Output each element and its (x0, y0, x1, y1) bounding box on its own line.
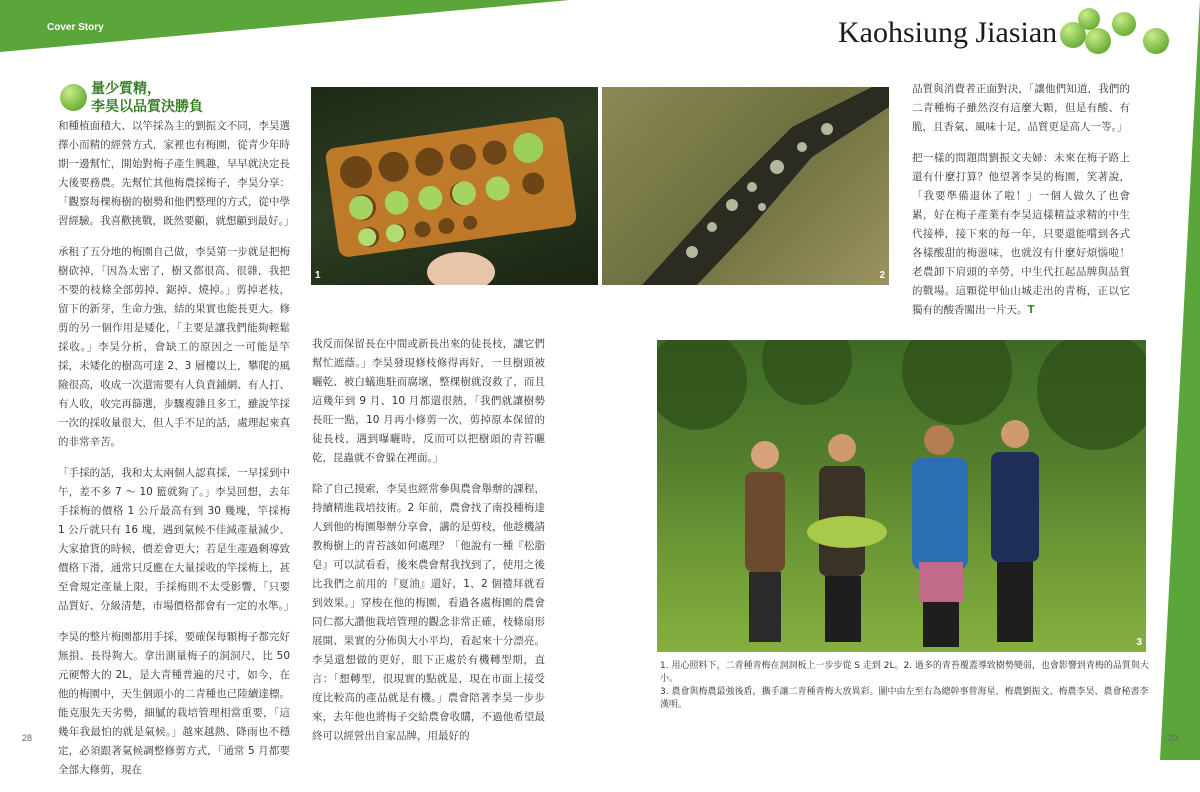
caption-line-1: 1. 用心照料下，二青種青梅在洞洞板上一步步從 S 走到 2L。2. 過多的青苔覆蓋導致樹勢變弱，也會影響到青梅的品質與大小。 (660, 661, 1149, 684)
photo-number: 2 (879, 270, 885, 281)
paragraph (912, 149, 1130, 320)
caption-line-2: 3. 農會與梅農最強後盾，攜手讓二青種青梅大放異彩。圖中由左至右為總幹事曾海星、梅農劉振文、梅農李昊、農會秘書李漢明。 (660, 687, 1149, 710)
text-column-3 (912, 80, 1130, 332)
section-label: Cover Story (47, 22, 104, 33)
paragraph: 李昊的整片梅園都用手採，要確保每顆梅子都完好無損、長得夠大。拿出測量梅子的洞洞尺，比 50 元硬幣大的 2L，是大青種普遍的尺寸，如今，在他的梅園中，天生個頭小的二青種也已陸續達標。能克服先天劣勢，細膩的栽培管理相當重要，「這幾年我最怕的就是氣候。」越來越熱、降雨也不穩定，必須跟著氣候調整修剪方式，「通常 5 月都要全部大修剪，現在 (58, 631, 290, 776)
plum-icon (1112, 12, 1136, 36)
photo-plum-sizer (311, 87, 598, 285)
photo-number: 3 (1136, 637, 1142, 648)
plum-icon (1078, 8, 1100, 30)
sizer-board-illustration (311, 87, 598, 285)
photo-number: 1 (315, 270, 321, 281)
end-mark: T (1027, 304, 1035, 316)
heading-line-1: 量少質精， (91, 81, 161, 97)
heading-line-2: 李昊以品質決勝負 (91, 99, 203, 115)
page-edge-band-right (1160, 0, 1200, 760)
branch-illustration (602, 87, 889, 285)
paragraph-text: 把一樣的問題問劉振文夫婦：未來在梅子路上還有什麼打算？他望著李昊的梅園，笑著說，「我要準備退休了啦！」一個人做久了也會累，好在梅子產業有李昊這樣精益求精的中生代接棒，接下來的每一年，只要還能嚐到各式各樣酸甜的梅滋味，也就沒有什麼好煩惱啦！老農卸下肩頭的辛勞，中生代扛起品牌與品質的戰場。這顆從甲仙山城走出的青梅，正以它獨有的酸香闖出一片天。 (912, 152, 1130, 316)
photo-group-orchard (657, 340, 1146, 652)
paragraph: 我反而保留長在中間或新長出來的徒長枝，讓它們幫忙遮蔭。」李昊發現修枝修得再好，一旦樹頭被曬乾、被白蟻進駐而腐壞，整棵樹就沒救了，而且這幾年到 9 月、10 月都還很熱，「我們就讓樹勢長旺一點，10 月再小修剪一次，剪掉原本保留的徒長枝，遇到曝曬時，反而可以把樹頭的青苔曬乾，昆蟲就不會躲在裡面。」 (312, 338, 545, 464)
paragraph: 品質與消費者正面對決，「讓他們知道，我們的二青種梅子雖然沒有這麼大顆，但是有酸、有脆，且香氣、風味十足，品質更是高人一等。」 (912, 83, 1130, 133)
plum-icon (1143, 28, 1169, 54)
paragraph: 承租了五分地的梅園自己做，李昊第一步就是把梅樹砍掉，「因為太密了，樹又都很高、很雜，我把不要的枝條全部剪掉、鋸掉、燒掉。」剪掉老枝，留下的新芽，生命力強，結的果實也能長更大。修剪的另一個作用是矮化，「主要是讓我們能夠輕鬆採收。」李昊分析，會缺工的原因之一可能是竿採，未矮化的樹高可達 2、3 層樓以上，攀爬的風險很高，收成一次還需要有人負責鋪網、有人打、有人收，收完再篩選，步驟複雜且多工，雖說竿採一次的採收量很大，但人手不足的話，處理起來真的非常辛苦。 (58, 246, 290, 448)
page-number-right: 29 (1168, 733, 1179, 743)
paragraph: 除了自己摸索，李昊也經常參與農會舉辦的課程，持續精進栽培技術。2 年前，農會找了南投種梅達人到他的梅園舉辦分享會，講的是剪枝，他趁機請教梅樹上的青苔該如何處理？「他說有一種『松脂皂』可以試看看，後來農會幫我找到了，使用之後比我們之前用的『夏油』還好，1、2 個禮拜就看到效果。」穿梭在他的梅園，看過各處梅園的農會同仁都大讚他栽培管理的觀念非常正確，枝條扇形展開、果實的分佈與大小平均，看起來十分漂亮。李昊還想做的更好，眼下正處於有機轉型期，直言：「想轉型，很現實的點就是，現在市面上接受度比較高的產品就是有機。」農會陪著李昊一步步來，去年他也將梅子交給農會收購，不過他希望最終可以經營出自家品牌，用最好的 (312, 483, 545, 742)
text-column-1 (58, 117, 295, 792)
plum-icon (1085, 28, 1111, 54)
photo-moss-branch (602, 87, 889, 285)
paragraph: 「手採的話，我和太太兩個人認真採，一早採到中午，差不多 7 ～ 10 籃就夠了。」李昊回想，去年手採梅的價格 1 公斤最高有到 30 幾塊，竿採梅 1 公斤就只有 16 塊，遇到氣候不佳減產量減少、大家搶貨的時候，價差會更大；若是生產過剩導致價格下滑，通常只反應在大量採收的竿採梅上，甚至會規定產量上限，手採梅則不太受影響，「只要品質好、分級清楚，市場價格都會有一定的水準。」 (58, 467, 295, 612)
plum-heading-icon (60, 84, 87, 111)
article-heading (91, 80, 203, 116)
page-title: Kaohsiung Jiasian (838, 16, 1058, 49)
page-number-left: 28 (22, 733, 33, 743)
group-illustration (657, 340, 1146, 652)
paragraph: 和種植面積大、以竿採為主的劉振文不同，李昊選擇小而精的經營方式，家裡也有梅園，從青少年時期一邊幫忙，開始對梅子產生興趣，早早就決定長大後要務農。先幫忙其他梅農採梅子，李昊分享：「觀察每棵梅樹的樹勢和他們整理的方式，從中學習經驗。我喜歡挑戰，既然要顧，就想顧到最好。」 (58, 120, 295, 227)
photo-caption (660, 660, 1150, 712)
text-column-2 (312, 335, 545, 758)
